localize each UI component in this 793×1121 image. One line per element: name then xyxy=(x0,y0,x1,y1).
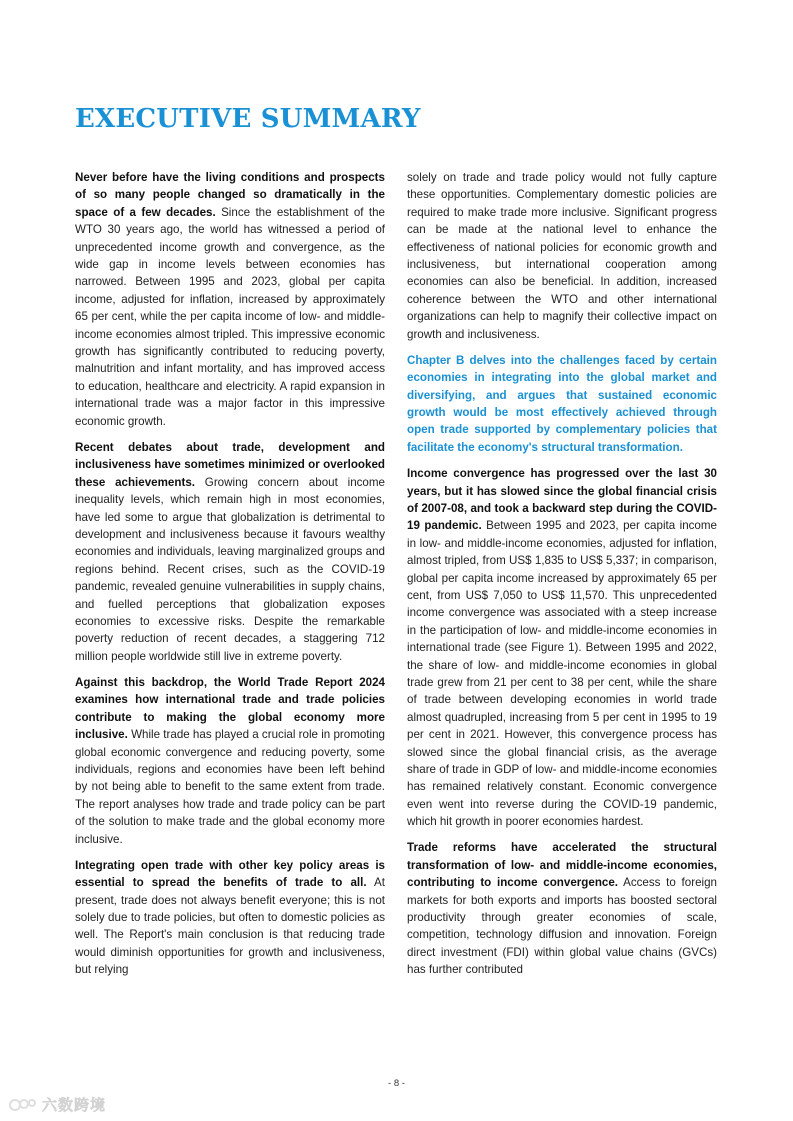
paragraph-lead: Income convergence has progressed over the last 30 years, but it has slowed since the global financial crisis of 2007-08, and took a backward step during the COVID-19 pandemic. xyxy=(407,467,717,533)
paragraph xyxy=(407,465,717,831)
chapter-callout: Chapter B delves into the challenges faced by certain economies in integrating into the global market and diversifying, and argues that sustained economic growth would be most effectively achieved through open trade supported by complementary policies that facilitate the economy's structural transformation. xyxy=(407,353,717,454)
left-column xyxy=(75,169,385,987)
watermark-text: 六数跨境 xyxy=(42,1096,107,1114)
page-title: EXECUTIVE SUMMARY xyxy=(75,104,421,134)
paragraph-body: While trade has played a crucial role in promoting global economic convergence and reducing poverty, some individuals, regions and economies have been left behind by not being able to benefit to the same extent from trade. The report analyses how trade and trade policy can be part of the solution to make trade and the global economy more inclusive. xyxy=(75,728,385,846)
paragraph-body: Since the establishment of the WTO 30 years ago, the world has witnessed a period of unprecedented income growth and convergence, as the wide gap in income levels between economies has narrowed. Between 1995 and 2023, global per capita income, adjusted for inflation, increased by approximately 65 per cent, while the per capita income of low- and middle-income economies almost tripled. This impressive economic growth has significantly contributed to reducing poverty, malnutrition and infant mortality, and has improved access to education, healthcare and electricity. A rapid expansion in international trade was a major factor in this impressive economic growth. xyxy=(75,205,385,428)
paragraph-body: solely on trade and trade policy would not fully capture these opportunities. Complementary domestic policies are required to make trade more inclusive. Significant progress can be made at the national level to enhance the effectiveness of national policies for economic growth and inclusiveness, but international cooperation among economies can also be beneficial. In addition, increased coherence between the WTO and other international organizations can help to magnify their collective impact on growth and inclusiveness. xyxy=(407,171,717,341)
paragraph-body: Between 1995 and 2023, per capita income in low- and middle-income economies, adjusted for inflation, almost tripled, from US$ 1,835 to US$ 5,337; in comparison, global per capita income increased by approximately 65 per cent, from US$ 7,050 to US$ 11,570. This unprecedented income convergence was associated with a steep increase in the participation of low- and middle-income economies in international trade (see Figure 1). Between 1995 and 2022, the share of low- and middle-income economies in global trade grew from 21 per cent to 38 per cent, while the share of trade between developing economies in world trade almost quadrupled, increasing from 5 per cent in 1995 to 19 per cent in 2021. However, this convergence process has slowed since the global financial crisis, as the average share of trade in GDP of low- and middle-income economies has remained relatively constant. Economic convergence even went into reverse during the COVID-19 pandemic, which hit growth in poorer economies hardest. xyxy=(407,519,717,829)
paragraph-lead: Recent debates about trade, development and inclusiveness have sometimes minimized or overlooked these achievements. xyxy=(75,440,385,489)
paragraph-lead: Trade reforms have accelerated the structural transformation of low- and middle-income economies, contributing to income convergence. xyxy=(407,841,717,890)
watermark-logo-icon xyxy=(8,1095,38,1115)
paragraph-body: Growing concern about income inequality levels, which remain high in most economies, have led some to argue that globalization is detrimental to development and inclusiveness because it favours wealthy economies and individuals, leaving marginalized groups and regions behind. Recent crises, such as the COVID-19 pandemic, revealed genuine vulnerabilities in supply chains, and fuelled perceptions that globalization exposes economies to excessive risks. Despite the remarkable poverty reduction of recent decades, a staggering 712 million people worldwide still live in extreme poverty. xyxy=(75,475,385,663)
watermark xyxy=(8,1094,106,1115)
paragraph xyxy=(75,439,385,665)
paragraph xyxy=(75,857,385,979)
right-column xyxy=(407,169,717,987)
paragraph xyxy=(75,674,385,848)
page-number: - 8 - xyxy=(388,1078,405,1089)
paragraph xyxy=(75,169,385,430)
paragraph-lead: Integrating open trade with other key policy areas is essential to spread the benefits of trade to all. xyxy=(75,858,385,890)
paragraph xyxy=(407,839,717,978)
paragraph-lead: Never before have the living conditions and prospects of so many people changed so dramatically in the space of a few decades. xyxy=(75,171,385,219)
paragraph-body: Access to foreign markets for both exports and imports has boosted sectoral productivity through greater economies of scale, competition, technology diffusion and innovation. Foreign direct investment (FDI) within global value chains (GVCs) has further contributed xyxy=(407,876,718,977)
paragraph xyxy=(407,169,717,343)
paragraph-lead: Against this backdrop, the World Trade Report 2024 examines how international trade and trade policies contribute to making the global economy more inclusive. xyxy=(75,675,385,742)
paragraph-body: At present, trade does not always benefit everyone; this is not solely due to trade policies, but often to domestic policies as well. The Report's main conclusion is that reducing trade would diminish opportunities for growth and inclusiveness, but relying xyxy=(75,876,385,977)
